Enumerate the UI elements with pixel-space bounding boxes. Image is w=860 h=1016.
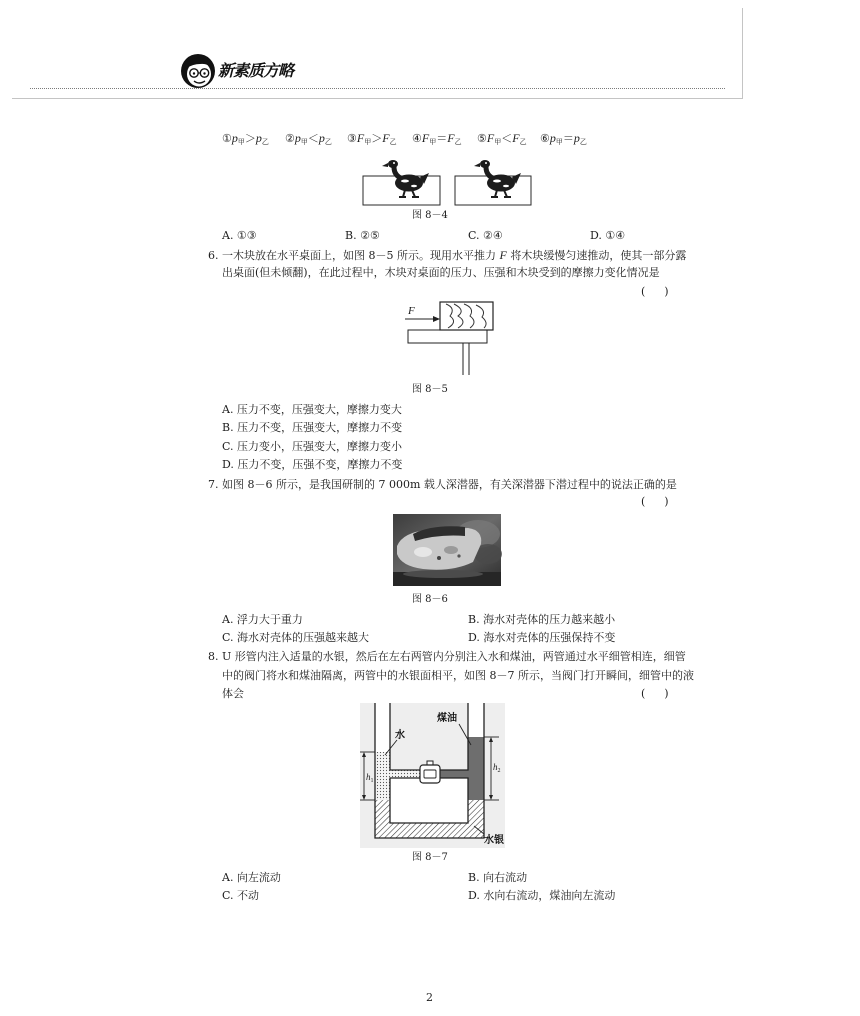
statement-number: ②	[285, 132, 295, 145]
page-number: 2	[426, 991, 433, 1004]
kerosene-column	[468, 737, 484, 800]
q6-option-a: A. 压力不变，压强变大，摩擦力变大	[222, 403, 402, 416]
q8-answer-bracket: ( )	[641, 687, 670, 700]
figure-8-5-caption: 图 8－5	[412, 384, 448, 395]
q6-option-b: B. 压力不变，压强变大，摩擦力不变	[222, 421, 403, 434]
q6-stem-text: 将木块缓慢匀速推动，使其一部分露	[506, 249, 687, 262]
q6-stem-line-1	[208, 248, 686, 263]
variable-subscript: 甲	[300, 138, 308, 146]
thin-tube-water	[390, 770, 421, 778]
q7-answer-bracket: ( )	[641, 495, 670, 508]
statement-5	[477, 131, 527, 146]
statement-number: ①	[222, 132, 232, 145]
variable-symbol: p	[318, 131, 325, 145]
thin-tube-kerosene	[439, 770, 468, 778]
figure-8-5	[400, 298, 500, 380]
variable-symbol: p	[255, 131, 262, 145]
q8-option-d: D. 水向右流动，煤油向左流动	[468, 889, 616, 902]
variable-subscript: 甲	[494, 138, 502, 146]
water-label: 水	[395, 730, 405, 741]
q5-option-c: C. ②④	[468, 229, 503, 242]
variable-symbol: F	[447, 131, 455, 145]
figure-8-6-submersible-photo	[393, 514, 501, 586]
variable-symbol: p	[549, 131, 556, 145]
statement-number: ④	[412, 132, 422, 145]
kerosene-label: 煤油	[437, 713, 457, 724]
q8-stem-line-1: 8. U 形管内注入适量的水银，然后在左右两管内分别注入水和煤油，两管通过水平细管相连，细管	[208, 650, 686, 663]
variable-subscript: 甲	[237, 138, 245, 146]
variable-symbol: F	[486, 131, 495, 145]
statement-number: ③	[347, 132, 357, 145]
header-vertical-rule	[742, 8, 743, 98]
figure-8-4-caption: 图 8－4	[412, 210, 448, 221]
statement-2	[285, 131, 332, 146]
mercury-label: 水银	[484, 835, 504, 846]
relation-operator: ＞	[244, 132, 256, 145]
variable-symbol: F	[512, 131, 520, 145]
h1-symbol: h	[366, 772, 371, 782]
variable-symbol: F	[382, 131, 390, 145]
statement-number: ⑥	[540, 132, 550, 145]
q6-stem-line-2: 出桌面(但未倾翻)，在此过程中，木块对桌面的压力、压强和木块受到的摩擦力变化情况是	[222, 266, 660, 279]
q6-stem-text: 6. 一木块放在水平桌面上，如图 8－5 所示。现用水平推力	[208, 249, 500, 262]
variable-subscript: 乙	[519, 138, 527, 146]
q6-answer-bracket: ( )	[641, 285, 670, 298]
variable-symbol: F	[356, 131, 365, 145]
relation-operator: ＝	[562, 132, 574, 145]
figure-8-7-caption: 图 8－7	[412, 852, 448, 863]
q5-option-b: B. ②⑤	[345, 229, 380, 242]
variable-subscript: 乙	[579, 138, 587, 146]
figure-8-4	[358, 155, 536, 209]
q8-option-a: A. 向左流动	[222, 871, 281, 884]
relation-operator: ＞	[371, 132, 383, 145]
variable-subscript: 乙	[454, 138, 462, 146]
q7-option-a: A. 浮力大于重力	[222, 613, 303, 626]
q8-stem-line-2: 中的阀门将水和煤油隔离，两管中的水银面相平，如图 8－7 所示，当阀门打开瞬间，细管中的液	[222, 669, 694, 682]
water-column	[375, 752, 390, 800]
relation-operator: ＜	[307, 132, 319, 145]
header-dotted-rule	[30, 88, 725, 89]
header-solid-rule	[12, 98, 743, 99]
statement-6	[540, 131, 587, 146]
relation-operator: ＜	[501, 132, 513, 145]
q7-option-b: B. 海水对壳体的压力越来越小	[468, 613, 616, 626]
statement-1	[222, 131, 269, 146]
wood-block	[440, 302, 493, 330]
variable-symbol: p	[294, 131, 301, 145]
variable-symbol: F	[421, 131, 430, 145]
variable-subscript: 甲	[429, 138, 437, 146]
variable-subscript: 乙	[389, 138, 397, 146]
inner-gap	[390, 778, 468, 823]
q5-option-d: D. ①④	[590, 229, 626, 242]
statement-number: ⑤	[477, 132, 487, 145]
h2-symbol: h	[493, 762, 498, 772]
q7-stem-line-1: 7. 如图 8－6 所示，是我国研制的 7 000m 载人深潜器，有关深潜器下潜过程中的说法正确的是	[208, 478, 677, 491]
variable-symbol: p	[573, 131, 580, 145]
q6-option-c: C. 压力变小，压强变大，摩擦力变小	[222, 440, 403, 453]
figure-8-6-caption: 图 8－6	[412, 594, 448, 605]
q8-option-b: B. 向右流动	[468, 871, 528, 884]
variable-subscript: 甲	[555, 138, 563, 146]
q8-option-c: C. 不动	[222, 889, 260, 902]
figure-8-7-u-tube	[358, 700, 508, 850]
table-top	[408, 330, 487, 343]
variable-subscript: 甲	[364, 138, 372, 146]
statement-3	[347, 131, 397, 146]
q7-option-c: C. 海水对壳体的压强越来越大	[222, 631, 370, 644]
variable-symbol: p	[231, 131, 238, 145]
variable-subscript: 乙	[261, 138, 269, 146]
q8-stem-line-3: 体会	[222, 687, 244, 700]
force-label: F	[408, 305, 415, 317]
h1-subscript: 1	[370, 778, 374, 784]
h2-subscript: 2	[497, 768, 501, 774]
q5-option-a: A. ①③	[222, 229, 257, 242]
q6-option-d: D. 压力不变，压强不变，摩擦力不变	[222, 458, 403, 471]
logo-face-icon	[180, 52, 218, 90]
q7-option-d: D. 海水对壳体的压强保持不变	[468, 631, 616, 644]
statement-4	[412, 131, 462, 146]
logo-text: 新素质方略	[218, 61, 294, 80]
force-symbol: F	[499, 248, 507, 262]
relation-operator: ＝	[436, 132, 448, 145]
variable-subscript: 乙	[324, 138, 332, 146]
